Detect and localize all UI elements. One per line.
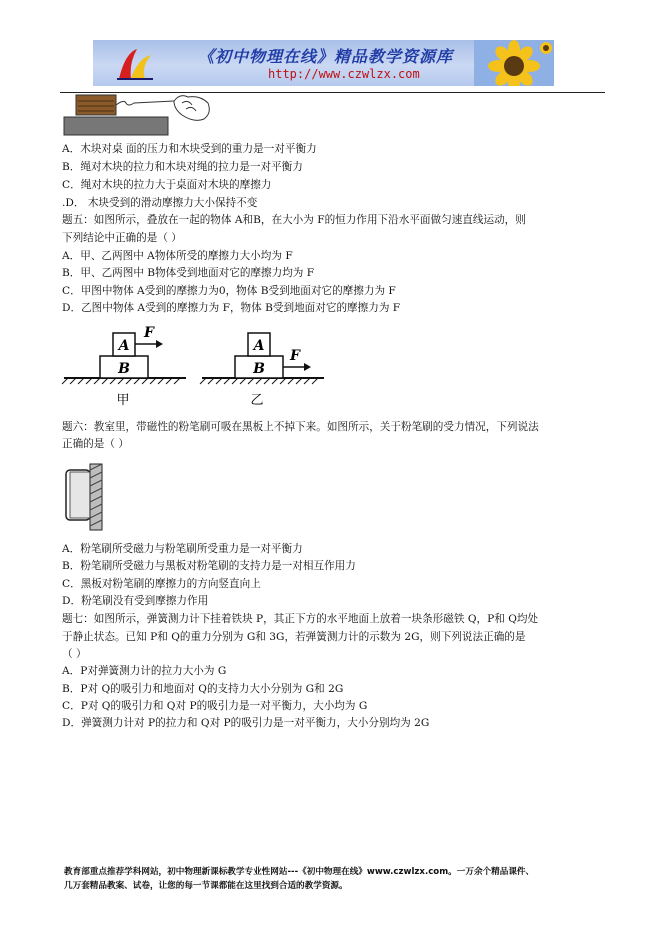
q7-option-b: B．P对 Q的吸引力和地面对 Q的支持力大小分别为 G和 2G <box>62 683 344 695</box>
q6-stem-line1: 题六：教室里，带磁性的粉笔刷可吸在黑板上不掉下来。如图所示，关于粉笔刷的受力情况，下列说法 <box>62 421 539 433</box>
figure-jia <box>62 325 186 408</box>
site-logo-icon <box>115 45 155 83</box>
banner-url[interactable]: http://www.czwlzx.com <box>268 67 420 81</box>
q7-stem-line1: 题七：如图所示，弹簧测力计下挂着铁块 P，其正下方的水平地面上放着一块条形磁铁 Q，P和 Q均处 <box>62 613 539 625</box>
q4-option-d: .D． 木块受到的滑动摩擦力大小保持不变 <box>62 197 258 209</box>
q5-option-c: C．甲图中物体 A受到的摩擦力为0，物体 B受到地面对它的摩擦力为 F <box>62 285 396 297</box>
footer-line1: 教育部重点推荐学科网站，初中物理新课标教学专业性网站---《初中物理在线》www.czwlzx.com。一万余个精品课件、 <box>64 867 535 877</box>
banner-title: 《初中物理在线》精品教学资源库 <box>198 47 454 66</box>
q6-stem-line2: 正确的是（ ） <box>62 438 129 450</box>
sunflower-icon <box>474 40 554 86</box>
q6-option-d: D．粉笔刷没有受到摩擦力作用 <box>62 595 209 607</box>
block-pull-figure <box>62 93 222 137</box>
yi-force-label: F <box>290 348 300 364</box>
footer-line2: 几万套精品教案、试卷，让您的每一节课都能在这里找到合适的教学资源。 <box>64 881 348 891</box>
q7-option-d: D．弹簧测力计对 P的拉力和 Q对 P的吸引力是一对平衡力，大小分别均为 2G <box>62 717 430 729</box>
q4-option-b: B．绳对木块的拉力和木块对绳的拉力是一对平衡力 <box>62 161 303 173</box>
q7-option-a: A．P对弹簧测力计的拉力大小为 G <box>62 665 227 677</box>
q5-stem-line2: 下列结论中正确的是（ ） <box>62 232 182 244</box>
q6-option-a: A．粉笔刷所受磁力与粉笔刷所受重力是一对平衡力 <box>62 543 303 555</box>
figure-yi <box>200 333 324 408</box>
q6-option-c: C．黑板对粉笔刷的摩擦力的方向竖直向上 <box>62 578 261 590</box>
q5-option-b: B．甲、乙两图中 B物体受到地面对它的摩擦力均为 F <box>62 267 315 279</box>
q4-option-a: A．木块对桌 面的压力和木块受到的重力是一对平衡力 <box>62 143 317 155</box>
q6-option-b: B．粉笔刷所受磁力与黑板对粉笔刷的支持力是一对相互作用力 <box>62 560 356 572</box>
q7-stem-line2: 于静止状态。已知 P和 Q的重力分别为 G和 3G，若弹簧测力计的示数为 2G，则下列说法正确的是 <box>62 631 526 643</box>
caption-jia: 甲 <box>116 393 130 408</box>
q5-option-a: A．甲、乙两图中 A物体所受的摩擦力大小均为 F <box>62 250 293 262</box>
q7-option-c: C．P对 Q的吸引力和 Q对 P的吸引力是一对平衡力，大小均为 G <box>62 700 368 712</box>
yi-block-b-label: B <box>253 361 265 377</box>
q7-stem-line3: （ ） <box>62 648 87 660</box>
jia-block-b-label: B <box>118 361 130 377</box>
q4-option-c: C．绳对木块的拉力大于桌面对木块的摩擦力 <box>62 179 272 191</box>
q5-stem-line1: 题五：如图所示，叠放在一起的物体 A和B，在大小为 F的恒力作用下沿水平面做匀速直线运动，则 <box>62 214 526 226</box>
stacked-blocks-figure <box>60 320 330 410</box>
chalk-eraser-figure <box>62 460 112 532</box>
yi-block-a-label: A <box>253 338 265 354</box>
header-banner <box>93 40 554 86</box>
jia-block-a-label: A <box>118 338 130 354</box>
q5-option-d: D．乙图中物体 A受到的摩擦力为 F，物体 B受到地面对它的摩擦力为 F <box>62 302 401 314</box>
jia-force-label: F <box>144 325 154 341</box>
caption-yi: 乙 <box>250 393 264 408</box>
